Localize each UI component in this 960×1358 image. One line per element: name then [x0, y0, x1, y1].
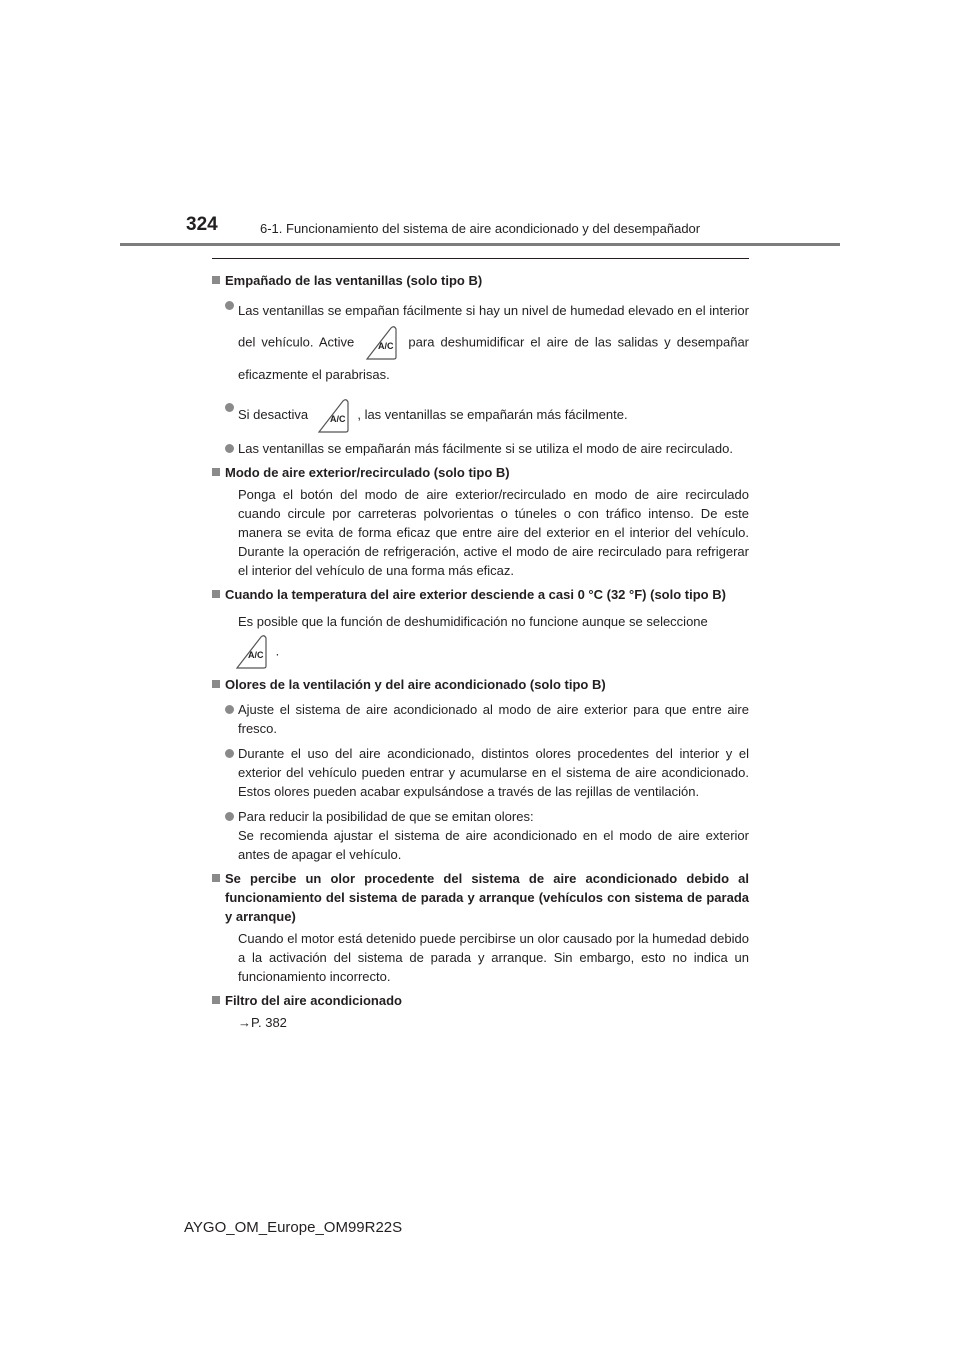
heading-air-mode: Modo de aire exterior/recirculado (solo tipo B)	[212, 463, 749, 482]
bullet-text: Para reducir la posibilidad de que se emitan olores:	[238, 808, 534, 824]
bullet-text: , las ventanillas se empañarán más fácilmente.	[357, 407, 628, 422]
ac-label: A/C	[248, 649, 264, 660]
heading-low-temp: Cuando la temperatura del aire exterior desciende a casi 0 °C (32 °F) (solo tipo B)	[212, 585, 749, 604]
heading-filter: Filtro del aire acondicionado	[212, 991, 749, 1010]
bullet-odor-accumulation: Durante el uso del aire acondicionado, distintos olores procedentes del interior y el exterior del vehículo pueden entrar y acumularse en el sistema de aire acondicionado. Estos olores pueden acabar expulsándose a través de las rejillas de ventilación.	[212, 744, 749, 801]
bullet-recirc-fog: Las ventanillas se empañarán más fácilmente si se utiliza el modo de aire recirculado.	[212, 439, 749, 458]
low-temp-icon-line	[212, 635, 749, 669]
header-rule	[120, 243, 840, 246]
bullet-fresh-air: Ajuste el sistema de aire acondicionado al modo de aire exterior para que entre aire fresco.	[212, 700, 749, 738]
bullet-text: Las ventanillas se empañan fácilmente si hay un nivel de humedad elevado en el interior del vehículo. Active	[238, 303, 749, 350]
heading-fogging: Empañado de las ventanillas (solo tipo B)	[212, 271, 749, 290]
heading-stop-start-odor: Se percibe un olor procedente del sistema de aire acondicionado debido al funcionamiento del sistema de parada y arranque (vehículos con sistema de parada y arranque)	[212, 869, 749, 926]
bullet-deactivate	[212, 398, 749, 433]
para-air-mode: Ponga el botón del modo de aire exterior/recirculado en modo de aire recirculado cuando circule por carreteras polvorientas o túneles o con tráfico intenso. De este manera se evita de forma eficaz que entre aire del exterior en el interior del vehículo. Durante la operación de refrigeración, active el modo de aire recirculado para refrigerar el interior del vehículo de una forma más eficaz.	[238, 486, 749, 578]
content-rule	[212, 258, 749, 259]
footer-doc-id: AYGO_OM_Europe_OM99R22S	[184, 1219, 403, 1236]
bullet-text: para deshumidificar el aire de las salidas y desempañar eficazmente el parabrisas.	[238, 334, 749, 382]
ac-label: A/C	[378, 341, 394, 351]
ac-button-icon	[234, 635, 268, 669]
section-title: 6-1. Funcionamiento del sistema de aire acondicionado y del desempañador	[260, 221, 701, 236]
page-reference-link[interactable]: →P. 382	[238, 1014, 287, 1030]
ac-button-icon	[364, 326, 398, 360]
ac-button-icon	[316, 399, 350, 433]
page-number: 324	[186, 214, 218, 235]
ac-label: A/C	[329, 413, 346, 424]
page-content	[212, 268, 749, 1032]
para-stop-start-odor: Cuando el motor está detenido puede percibirse un olor causado por la humedad debido a la activación del sistema de parada y arranque. Sin embargo, esto no indica un funcionamiento incorrecto.	[238, 930, 749, 984]
heading-odors: Olores de la ventilación y del aire acondicionado (solo tipo B)	[212, 675, 749, 694]
period-text: .	[275, 643, 280, 658]
bullet-humidity	[212, 296, 749, 390]
bullet-reduce-odors	[212, 807, 749, 864]
para-low-temp: Es posible que la función de deshumidificación no funcione aunque se seleccione	[238, 613, 708, 629]
bullet-text: Se recomienda ajustar el sistema de aire acondicionado en el modo de aire exterior antes de apagar el vehículo.	[238, 827, 749, 862]
bullet-text: Si desactiva	[238, 407, 309, 422]
